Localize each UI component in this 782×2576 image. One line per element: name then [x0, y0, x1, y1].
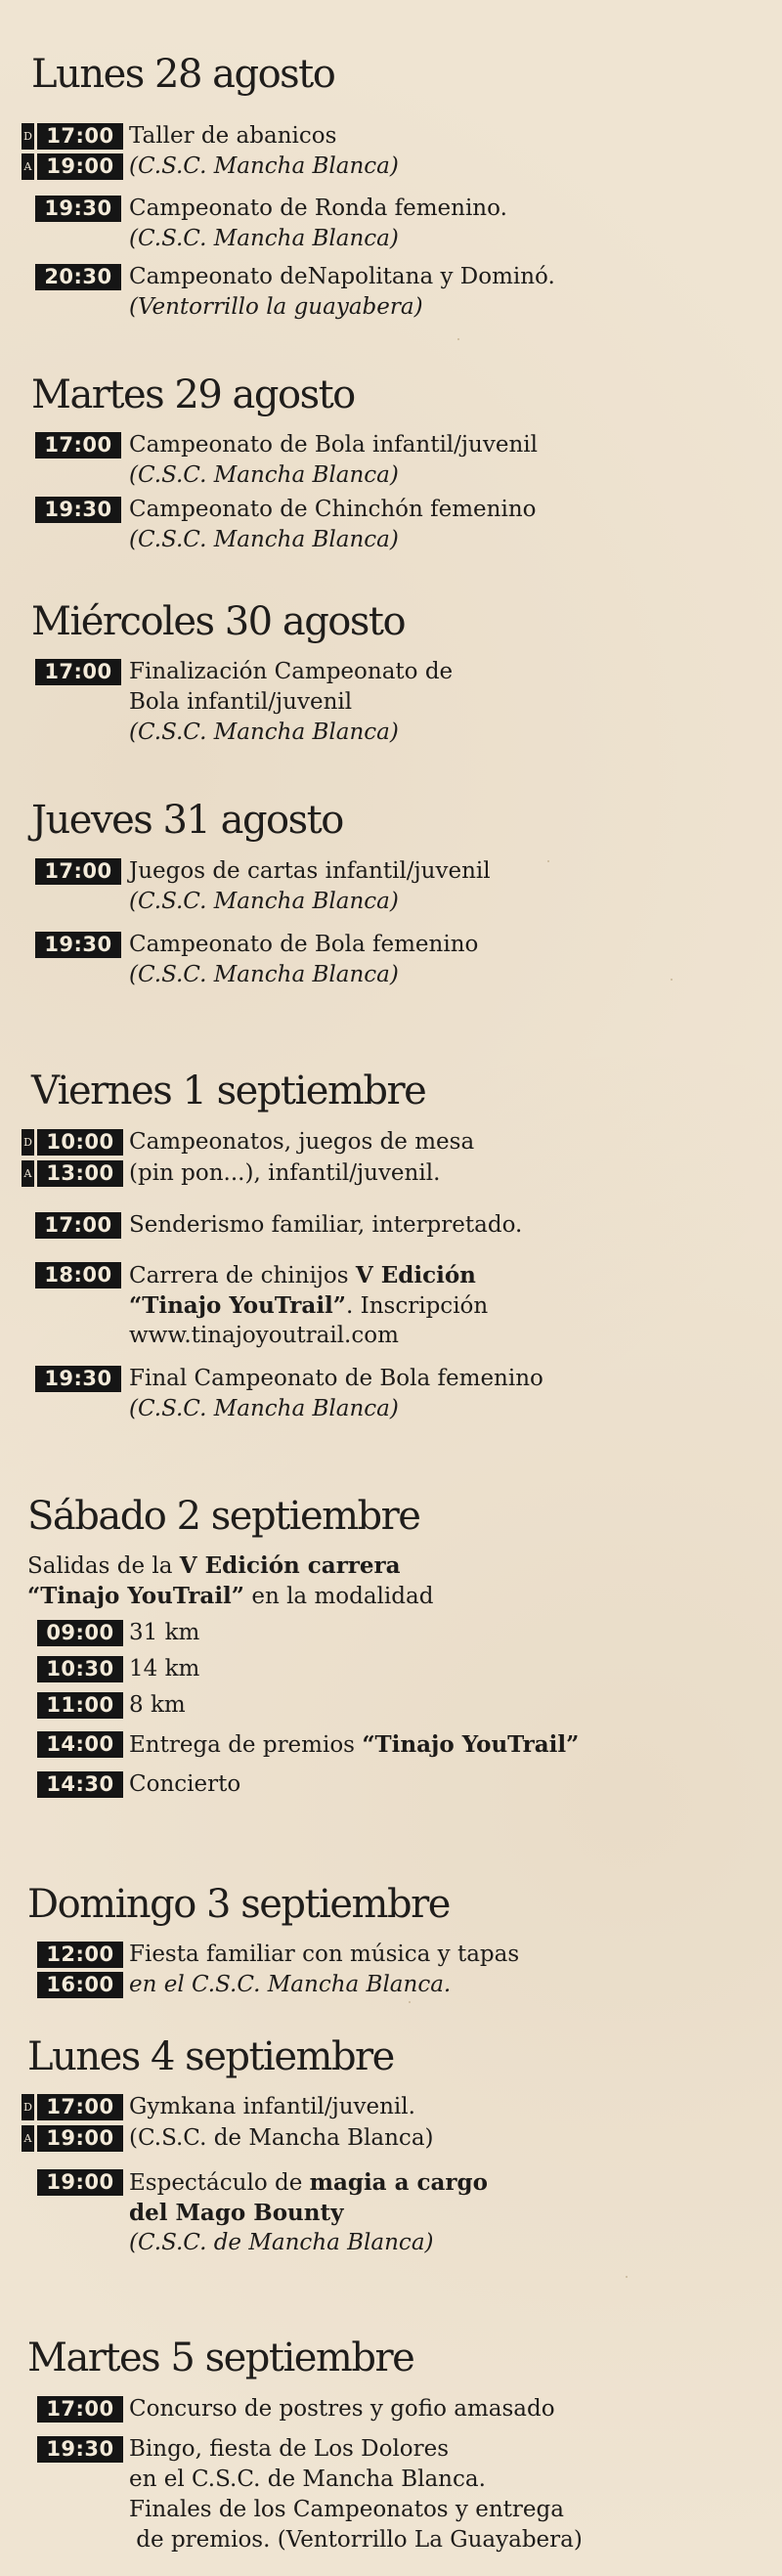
- paper-speck: [626, 2276, 628, 2278]
- event-text-bold: “Tinajo YouTrail”: [362, 1731, 580, 1758]
- event-location: en el C.S.C. Mancha Blanca.: [129, 1972, 452, 1997]
- event-text-bold: del Mago Bounty: [129, 2200, 344, 2226]
- event-text: Campeonato de Ronda femenino.: [129, 196, 507, 221]
- time-badge: 19:30: [35, 196, 121, 222]
- event-location: (C.S.C. Mancha Blanca): [129, 889, 399, 914]
- day-title: Lunes 4 septiembre: [27, 2034, 394, 2079]
- event-text: Campeonato de Bola infantil/juvenil: [129, 432, 538, 458]
- event-text: de premios. (Ventorrillo La Guayabera): [129, 2527, 583, 2553]
- event-location: (C.S.C. de Mancha Blanca): [129, 2125, 434, 2151]
- event-text: [129, 1260, 476, 1291]
- event-text: Bola infantil/juvenil: [129, 689, 353, 715]
- day-title: Martes 5 septiembre: [27, 2336, 414, 2380]
- time-badge: 19:30: [35, 932, 121, 958]
- time-badge: 19:00: [37, 2125, 123, 2152]
- event-location: (C.S.C. de Mancha Blanca): [129, 2230, 434, 2255]
- event-text: Gymkana infantil/juvenil.: [129, 2094, 415, 2119]
- event-text: (pin pon...), infantil/juvenil.: [129, 1160, 441, 1186]
- event-text: Campeonato de Chinchón femenino: [129, 497, 537, 522]
- event-text: en el C.S.C. de Mancha Blanca.: [129, 2467, 486, 2492]
- event-text: Campeonato deNapolitana y Dominó.: [129, 264, 555, 289]
- start-marker: D: [22, 123, 34, 150]
- intro-text-bold: “Tinajo YouTrail”: [27, 1583, 245, 1609]
- time-badge: 17:00: [37, 123, 123, 150]
- start-marker: D: [22, 2094, 34, 2120]
- day-title: Miércoles 30 agosto: [31, 599, 406, 644]
- paper-speck: [409, 2001, 411, 2003]
- start-marker: D: [22, 1129, 34, 1156]
- intro-text: [27, 1550, 401, 1582]
- time-badge: 14:00: [37, 1731, 123, 1758]
- end-marker: A: [22, 153, 34, 180]
- event-text: Fiesta familiar con música y tapas: [129, 1942, 520, 1967]
- time-badge: 17:00: [35, 432, 121, 458]
- day-title: Martes 29 agosto: [31, 372, 355, 417]
- event-text: Campeonatos, juegos de mesa: [129, 1129, 475, 1155]
- time-badge: 10:00: [37, 1129, 123, 1156]
- paper-speck: [671, 979, 673, 981]
- event-text: Finalización Campeonato de: [129, 659, 454, 684]
- event-text-part: Espectáculo de: [129, 2170, 310, 2196]
- event-location: (Ventorrillo la guayabera): [129, 294, 423, 320]
- event-text: Senderismo familiar, interpretado.: [129, 1212, 523, 1238]
- day-title: Jueves 31 agosto: [31, 798, 343, 843]
- time-badge: 17:00: [35, 659, 121, 685]
- event-text: Finales de los Campeonatos y entrega: [129, 2497, 564, 2522]
- time-badge: 20:30: [35, 264, 121, 290]
- event-text-part: Carrera de chinijos: [129, 1263, 356, 1288]
- time-badge: 14:30: [37, 1771, 123, 1798]
- event-text: Concurso de postres y gofio amasado: [129, 2396, 555, 2422]
- time-badge: 19:30: [35, 497, 121, 523]
- event-text: 14 km: [129, 1656, 200, 1681]
- time-badge: 17:00: [37, 2094, 123, 2120]
- time-badge: 13:00: [37, 1160, 123, 1187]
- event-text: Bingo, fiesta de Los Dolores: [129, 2436, 450, 2462]
- time-badge: 16:00: [37, 1972, 123, 1998]
- event-text: 31 km: [129, 1620, 200, 1645]
- time-badge: 18:00: [35, 1262, 121, 1288]
- time-badge: 10:30: [37, 1656, 123, 1682]
- event-text: Juegos de cartas infantil/juvenil: [129, 858, 491, 884]
- intro-text-part: en la modalidad: [244, 1584, 434, 1609]
- event-location: (C.S.C. Mancha Blanca): [129, 962, 399, 987]
- event-location: (C.S.C. Mancha Blanca): [129, 527, 399, 552]
- event-text: [129, 1290, 488, 1322]
- event-text-bold: “Tinajo YouTrail”: [129, 1292, 347, 1319]
- event-text-part: Entrega de premios: [129, 1732, 363, 1758]
- time-badge: 17:00: [37, 2396, 123, 2423]
- event-text: [129, 2167, 488, 2199]
- intro-text-part: Salidas de la: [27, 1553, 180, 1579]
- time-badge: 09:00: [37, 1620, 123, 1646]
- event-location: (C.S.C. Mancha Blanca): [129, 720, 399, 745]
- event-text-bold: magia a cargo: [309, 2169, 488, 2196]
- paper-speck: [457, 338, 459, 340]
- time-badge: 17:00: [35, 858, 121, 885]
- event-url[interactable]: www.tinajoyoutrail.com: [129, 1323, 399, 1348]
- event-text: Final Campeonato de Bola femenino: [129, 1366, 543, 1391]
- day-title: Lunes 28 agosto: [31, 52, 335, 97]
- day-title: Sábado 2 septiembre: [27, 1494, 420, 1539]
- event-text-bold: V Edición: [355, 1262, 476, 1288]
- event-location: (C.S.C. Mancha Blanca): [129, 153, 399, 179]
- event-location: (C.S.C. Mancha Blanca): [129, 226, 399, 251]
- time-badge: 11:00: [37, 1692, 123, 1719]
- end-marker: A: [22, 2125, 34, 2152]
- time-badge: 19:30: [35, 1366, 121, 1392]
- paper-speck: [547, 860, 549, 862]
- intro-text: [27, 1581, 433, 1612]
- event-text: Campeonato de Bola femenino: [129, 932, 479, 957]
- event-text: Concierto: [129, 1771, 241, 1797]
- time-badge: 19:00: [37, 153, 123, 180]
- time-badge: 12:00: [37, 1942, 123, 1968]
- time-badge: 17:00: [35, 1212, 121, 1239]
- event-location: (C.S.C. Mancha Blanca): [129, 462, 399, 488]
- intro-text-bold: V Edición carrera: [179, 1552, 401, 1579]
- event-text-part: . Inscripción: [346, 1293, 489, 1319]
- day-title: Viernes 1 septiembre: [31, 1069, 426, 1113]
- end-marker: A: [22, 1160, 34, 1187]
- event-text: [129, 1729, 579, 1761]
- event-text: Taller de abanicos: [129, 123, 337, 149]
- time-badge: 19:30: [37, 2436, 123, 2463]
- time-badge: 19:00: [37, 2169, 123, 2196]
- event-location: (C.S.C. Mancha Blanca): [129, 1396, 399, 1421]
- event-text: 8 km: [129, 1692, 186, 1718]
- day-title: Domingo 3 septiembre: [27, 1882, 450, 1927]
